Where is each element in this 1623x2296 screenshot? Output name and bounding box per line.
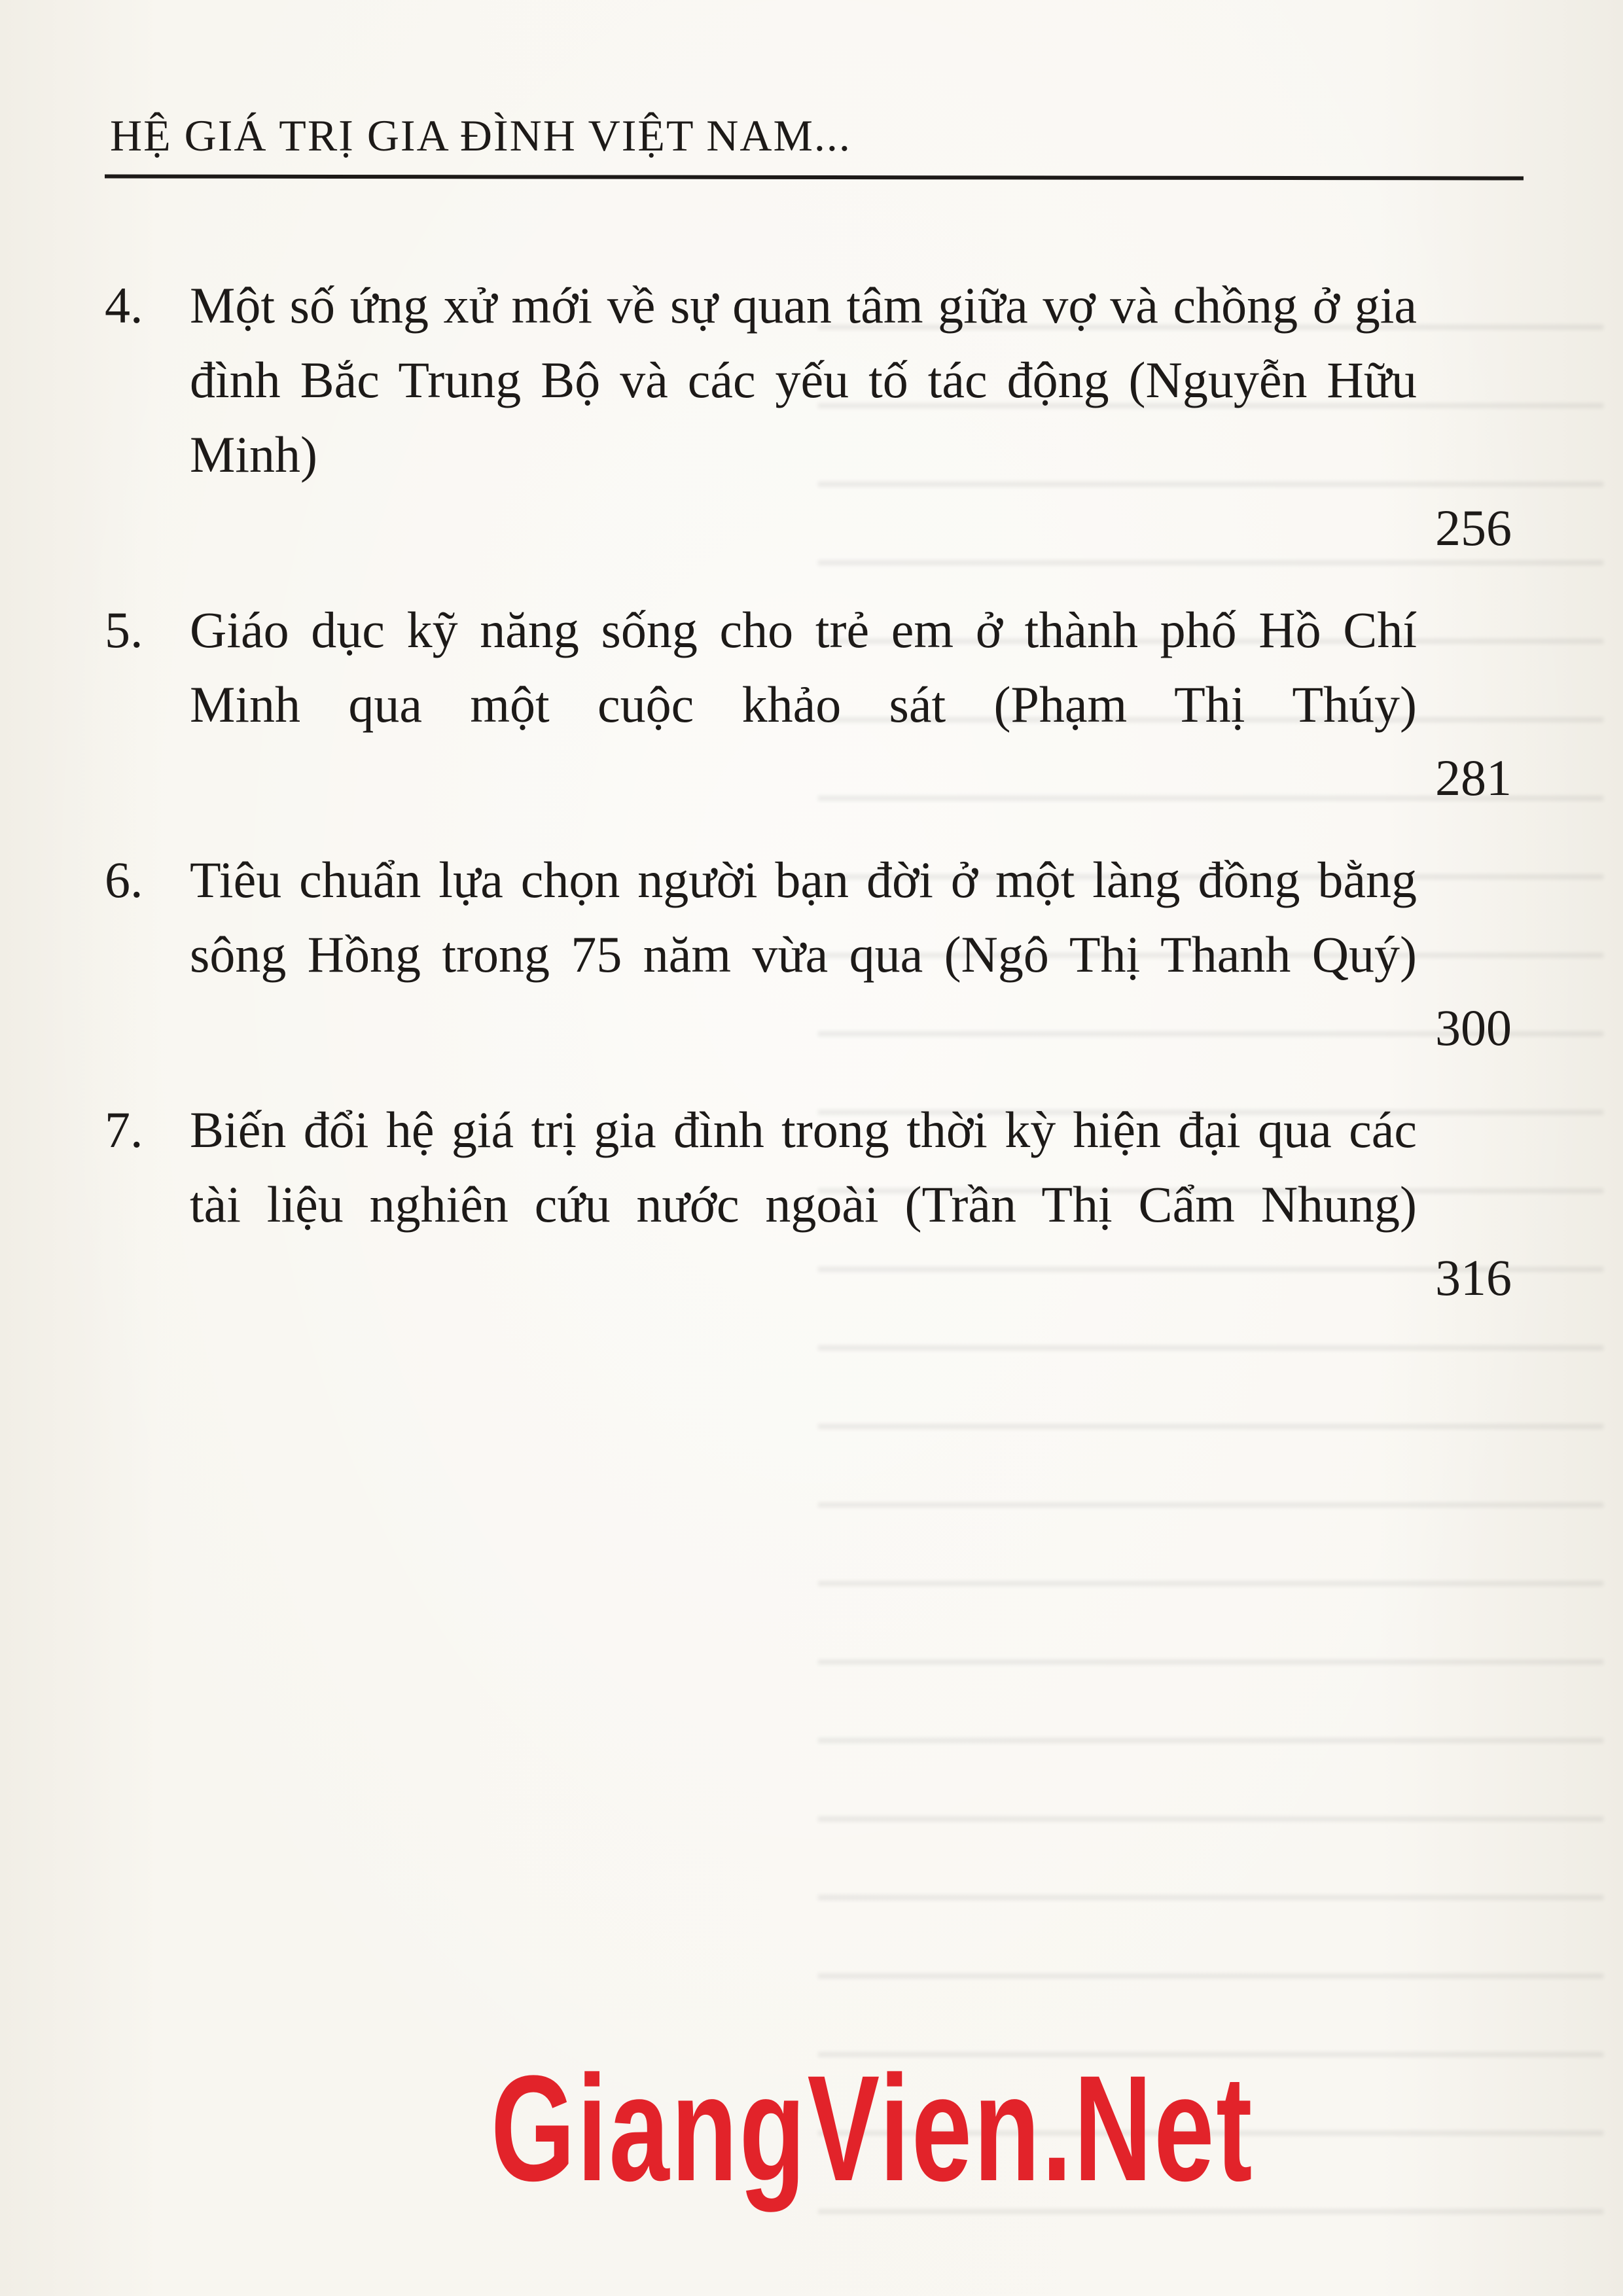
- table-of-contents: [105, 268, 1525, 1343]
- toc-entry-page: 300: [1435, 999, 1512, 1056]
- toc-entry: [105, 1093, 1525, 1316]
- toc-entry-title: Tiêu chuẩn lựa chọn người bạn đời ở một làng đồng bằng sông Hồng trong 75 năm vừa qua (Ngô Thị Thanh Quý): [190, 851, 1417, 983]
- toc-entry-number: 5.: [105, 601, 143, 658]
- watermark-logo: GiangVien.Net: [491, 2044, 1255, 2212]
- toc-entry-page: 316: [1435, 1249, 1512, 1306]
- toc-entry-number: 7.: [105, 1101, 143, 1158]
- toc-entry-title: Một số ứng xử mới về sự quan tâm giữa vợ và chồng ở gia đình Bắc Trung Bộ và các yếu tố tác động (Nguyễn Hữu Minh): [190, 277, 1417, 483]
- toc-entry-title: Giáo dục kỹ năng sống cho trẻ em ở thành phố Hồ Chí Minh qua một cuộc khảo sát (Phạm Thị Thúy): [190, 601, 1417, 733]
- toc-entry: [105, 593, 1525, 817]
- header-rule: [105, 174, 1524, 180]
- toc-entry: [105, 843, 1525, 1067]
- toc-entry-page: 281: [1435, 749, 1512, 806]
- toc-entry: [105, 268, 1525, 567]
- toc-entry-number: 4.: [105, 277, 143, 334]
- toc-entry-page: 256: [1435, 499, 1512, 556]
- running-head: HỆ GIÁ TRỊ GIA ĐÌNH VIỆT NAM...: [110, 111, 851, 160]
- toc-entry-number: 6.: [105, 851, 143, 908]
- toc-entry-title: Biến đổi hệ giá trị gia đình trong thời kỳ hiện đại qua các tài liệu nghiên cứu nước ngoài (Trần Thị Cẩm Nhung): [190, 1101, 1417, 1233]
